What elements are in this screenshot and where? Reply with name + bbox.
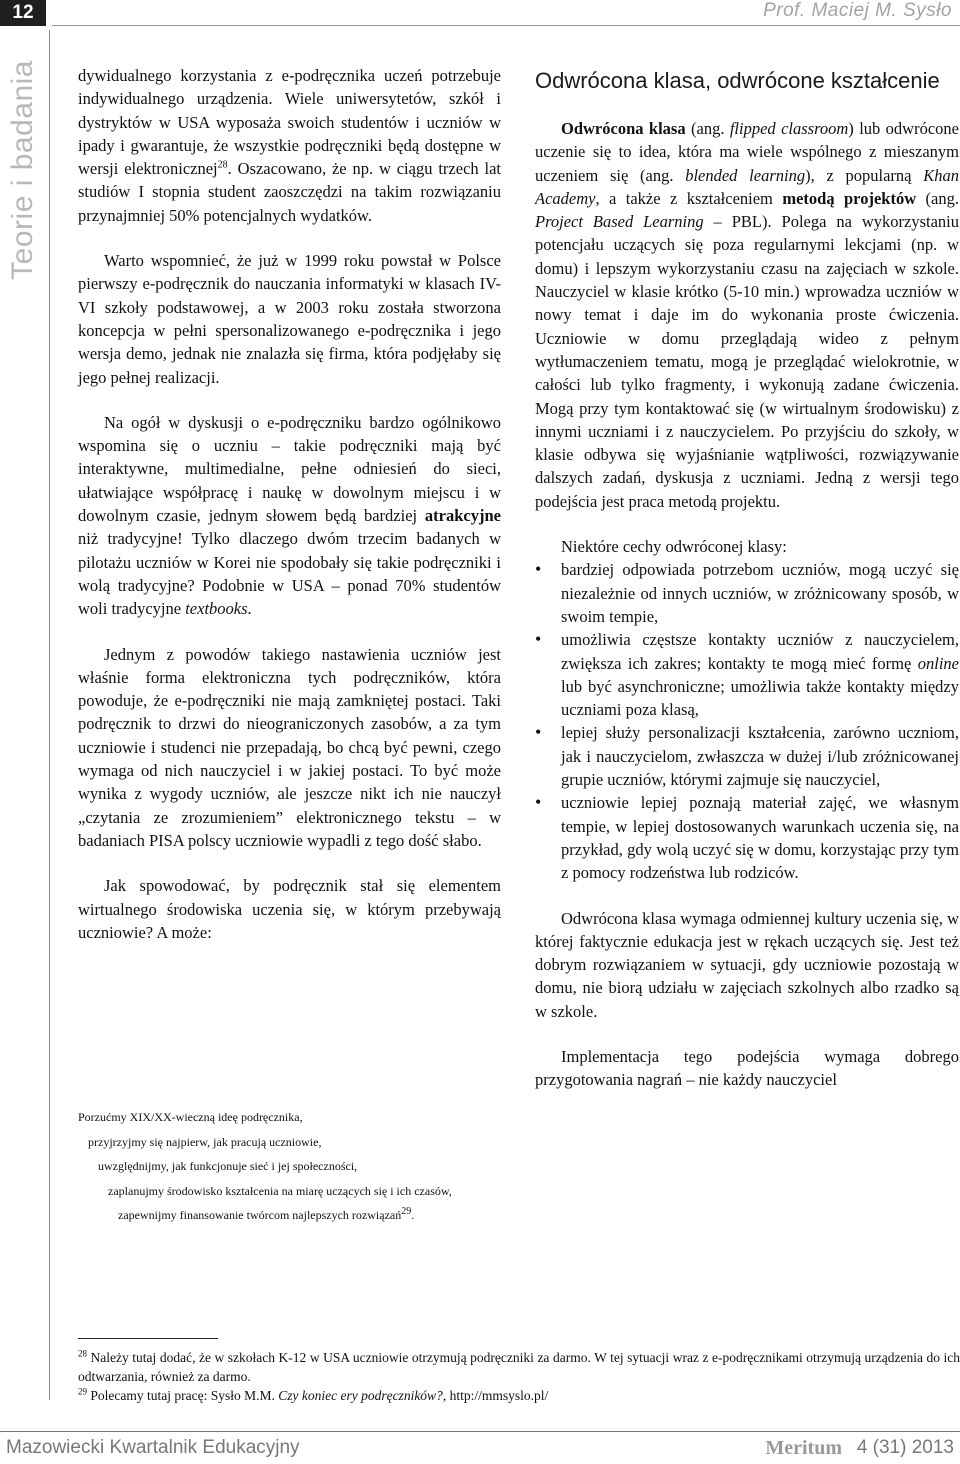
right-column bbox=[535, 64, 959, 1092]
term-project-method: metodą projektów bbox=[782, 188, 917, 208]
footnote-ref-28[interactable]: 28 bbox=[217, 159, 228, 171]
term-online: online bbox=[917, 653, 959, 673]
footer-brand-logo: Meritum bbox=[765, 1437, 842, 1459]
text-fragment: (ang. bbox=[916, 188, 959, 208]
poem-line-5 bbox=[78, 1203, 508, 1228]
footnote-29 bbox=[78, 1386, 960, 1405]
header-rule bbox=[52, 25, 960, 26]
list-item: • lepiej służy personalizacji kształcenia, zarówno uczniom, jak i nauczycielom, zwłaszcza w dużej i/lub zróżnicowanej grupie uczniów, którymi zajmuje się nauczyciel, bbox=[535, 721, 959, 791]
list-item bbox=[535, 628, 959, 721]
page-number: 12 bbox=[0, 0, 46, 26]
paragraph-3-text-c: . bbox=[247, 599, 252, 619]
side-rule bbox=[49, 30, 50, 1400]
section-heading: Odwrócona klasa, odwrócone kształcenie bbox=[535, 68, 940, 93]
list-item: • bardziej odpowiada potrzebom uczniów, mogą uczyć się niezależnie od innych uczniów, w zróżnicowany sposób, w swoim tempie, bbox=[535, 558, 959, 628]
term-flipped-classroom-en: flipped classroom bbox=[729, 119, 849, 138]
paragraph-4: Jednym z powodów takiego nastawienia uczniów jest właśnie forma elektroniczna tych podręczników, która powoduje, że e-podręczniki nie mają zamkniętej postaci. Taki podręcznik to drzwi do nieograniczonych zasobów, a za tym uczniowie i studenci nie przepadają, bo chcą być pewni, czego wymaga od nich nauczyciel i w jakiej postaci. To być może wynika z wygody uczniów, ale jeszcze nikt ich nie nauczył „czytania ze zrozumieniem” elektronicznego tekstu – w badaniach PISA polscy uczniowie wypadli z tego dość słabo. bbox=[78, 644, 501, 850]
footnote-28-text: Należy tutaj dodać, że w szkołach K-12 w USA uczniowie otrzymują podręczniki za darmo. W tej sytuacji wraz z e-podręcznikami otrzymują urządzenia do ich odtwarzania, również za darmo. bbox=[78, 1350, 960, 1384]
poem-line-5-text: zapewnijmy finansowanie twórcom najlepszych rozwiązań bbox=[118, 1208, 402, 1222]
flipped-classroom-paragraph bbox=[535, 117, 959, 513]
footnote-29-number: 29 bbox=[78, 1386, 87, 1397]
paragraph-3-text-a: Na ogół w dyskusji o e-podręczniku bardzo ogólnikowo wspomina się o uczniu – takie podręczniki mają być interaktywne, multimedialne, pełne odniesień do sieci, ułatwiające współpracę i naukę w dowolnym miejscu i w dowolnym czasie, jednym słowem będą bardziej bbox=[78, 412, 501, 526]
paragraph-3-text-b: niż tradycyjne! Tylko dlaczego dwóm trzecim badanych w pilotażu uczniów w Korei nie spodobały się takie podręczniki i wolą tradycyjne? Podobnie w USA – ponad 70% studentów woli tradycyjne bbox=[78, 529, 501, 619]
culture-paragraph: Odwrócona klasa wymaga odmiennej kultury uczenia się, w której faktycznie edukacja jest w rękach uczących się. Jest też dobrym rozwiązaniem w sytuacji, gdy uczniowie pozostają w domu, nie biorą udziału w zajęciach szkolnych albo rzadko są w szkole. bbox=[535, 908, 959, 1021]
term-blended-learning: blended learning bbox=[685, 165, 806, 185]
paragraph-3 bbox=[78, 411, 501, 621]
paragraph-1 bbox=[78, 64, 501, 227]
paragraph-2: Warto wspomnieć, że już w 1999 roku powstał w Polsce pierwszy e-podręcznik do nauczania informatyki w klasach IV-VI szkoły podstawowej, a w 2003 roku została stworzona koncepcja w pełni spersonalizowanego e-podręcznika i jego wersja demo, jednak nie znalazła się firma, która podjęłaby się jego pełnej realizacji. bbox=[78, 251, 501, 387]
paragraph-1-rest: . Oszacowano, że np. w ciągu trzech lat studiów I stopnia student zaoszczędzi na takim rozwiązaniu przynajmniej 50% potencjalnych wydatków. bbox=[78, 159, 501, 225]
text-fragment: (ang. bbox=[685, 119, 730, 138]
side-title-container bbox=[0, 40, 44, 360]
left-column bbox=[78, 64, 501, 944]
poem-line-3: uwzględnijmy, jak funkcjonuje sieć i jej społeczności, bbox=[98, 1159, 358, 1173]
side-running-title: Teorie i badania bbox=[6, 60, 39, 280]
poem-line-2: przyjrzyjmy się najpierw, jak pracują uczniowie, bbox=[88, 1134, 322, 1149]
footer-journal-title: Mazowiecki Kwartalnik Edukacyjny bbox=[6, 1437, 300, 1458]
text-fragment: ) lub odwrócone uczenie się to idea, która ma wiele wspólnego z mieszanym uczeniem się (ang. bbox=[535, 119, 959, 185]
header-author: Prof. Maciej M. Sysło bbox=[763, 0, 952, 21]
footer-rule bbox=[0, 1431, 960, 1432]
footnote-rule bbox=[78, 1338, 218, 1339]
poem-line-1: Porzućmy XIX/XX-wieczną ideę podręcznika, bbox=[78, 1110, 303, 1124]
footnote-29-title: Czy koniec ery podręczników? bbox=[278, 1388, 443, 1403]
footnote-29-text: Polecamy tutaj pracę: Sysło M.M. bbox=[90, 1388, 279, 1403]
footnote-28 bbox=[78, 1348, 960, 1386]
footer-issue-number: 4 (31) 2013 bbox=[856, 1437, 954, 1458]
footnote-29-link[interactable]: , http://mmsyslo.pl/ bbox=[442, 1388, 549, 1403]
poem-block bbox=[78, 1105, 508, 1228]
footnote-ref-29[interactable]: 29 bbox=[401, 1206, 412, 1217]
poem-line-5-end: . bbox=[411, 1208, 415, 1222]
paragraph-5: Jak spowodować, by podręcznik stał się elementem wirtualnego środowiska uczenia się, w którym przebywają uczniowie? A może: bbox=[78, 876, 501, 942]
list-item: • uczniowie lepiej poznają materiał zajęć, we własnym tempie, w lepiej dostosowanych warunkach uczenia się, na przykład, gdy wolą uczyć się w domu, korzystając przy tym z pomocy rodzeństwa lub rodziców. bbox=[535, 791, 959, 884]
emphasis-textbooks: textbooks bbox=[185, 599, 248, 619]
text-fragment: umożliwia częstsze kontakty uczniów z nauczycielem, zwiększa ich zakres; kontakty te mogą mieć formę bbox=[561, 630, 959, 673]
features-intro: Niektóre cechy odwróconej klasy: bbox=[561, 537, 787, 557]
term-flipped-classroom: Odwrócona klasa bbox=[561, 119, 686, 138]
poem-line-4: zaplanujmy środowisko kształcenia na miarę uczących się i ich czasów, bbox=[108, 1183, 452, 1198]
paragraph-1-text: dywidualnego korzystania z e-podręcznika uczeń potrzebuje indywidualnego urządzenia. Wiele uniwersytetów, szkół i dystryktów w USA wyposaża swoich studentów i uczniów w ipady i gwarantuje, że wszystkie podręczniki będą dostępne w wersji elektronicznej bbox=[78, 66, 501, 179]
text-fragment: , a także z kształceniem bbox=[595, 188, 783, 208]
implementation-paragraph: Implementacja tego podejścia wymaga dobrego przygotowania nagrań – nie każdy nauczyciel bbox=[535, 1046, 959, 1090]
emphasis-attractive: atrakcyjne bbox=[424, 506, 501, 526]
footnotes bbox=[78, 1348, 960, 1405]
term-project-based-learning: Project Based Learning bbox=[535, 212, 704, 232]
term-khan-academy: Khan Academy bbox=[535, 165, 959, 208]
text-fragment: lub być asynchroniczne; umożliwia także kontakty między uczniami poza klasą, bbox=[561, 676, 959, 720]
text-fragment: – PBL). Polega na wykorzystaniu potencjału uczących się poza regularnymi lekcjami (np. w domu) i lepszym wykorzystaniu czasu na zajęciach w szkole. Nauczyciel w klasie krótko (5-10 min.) wprowadza uczniów w nowy temat i daje im do wykonania proste ćwiczenia. Uczniowie w domu przeglądają wideo z pełnym wytłumaczeniem tematu, mogą je przeglądać wielokrotnie, w całości lub tylko fragmenty, i wykonują zadane ćwiczenia. Mogą przy tym kontaktować się (w wirtualnym środowisku) z innymi uczniami i z nauczycielem. Po przyjściu do szkoły, w klasie odbywa się wyjaśnianie wątpliwości, rozwiązywanie dalszych zadań, dyskusja z uczniami. Jedną z wersji tego podejścia jest praca metodą projektu. bbox=[535, 212, 959, 511]
features-list bbox=[535, 558, 959, 884]
text-fragment: ), z popularną bbox=[805, 165, 924, 185]
footnote-28-number: 28 bbox=[78, 1348, 87, 1359]
